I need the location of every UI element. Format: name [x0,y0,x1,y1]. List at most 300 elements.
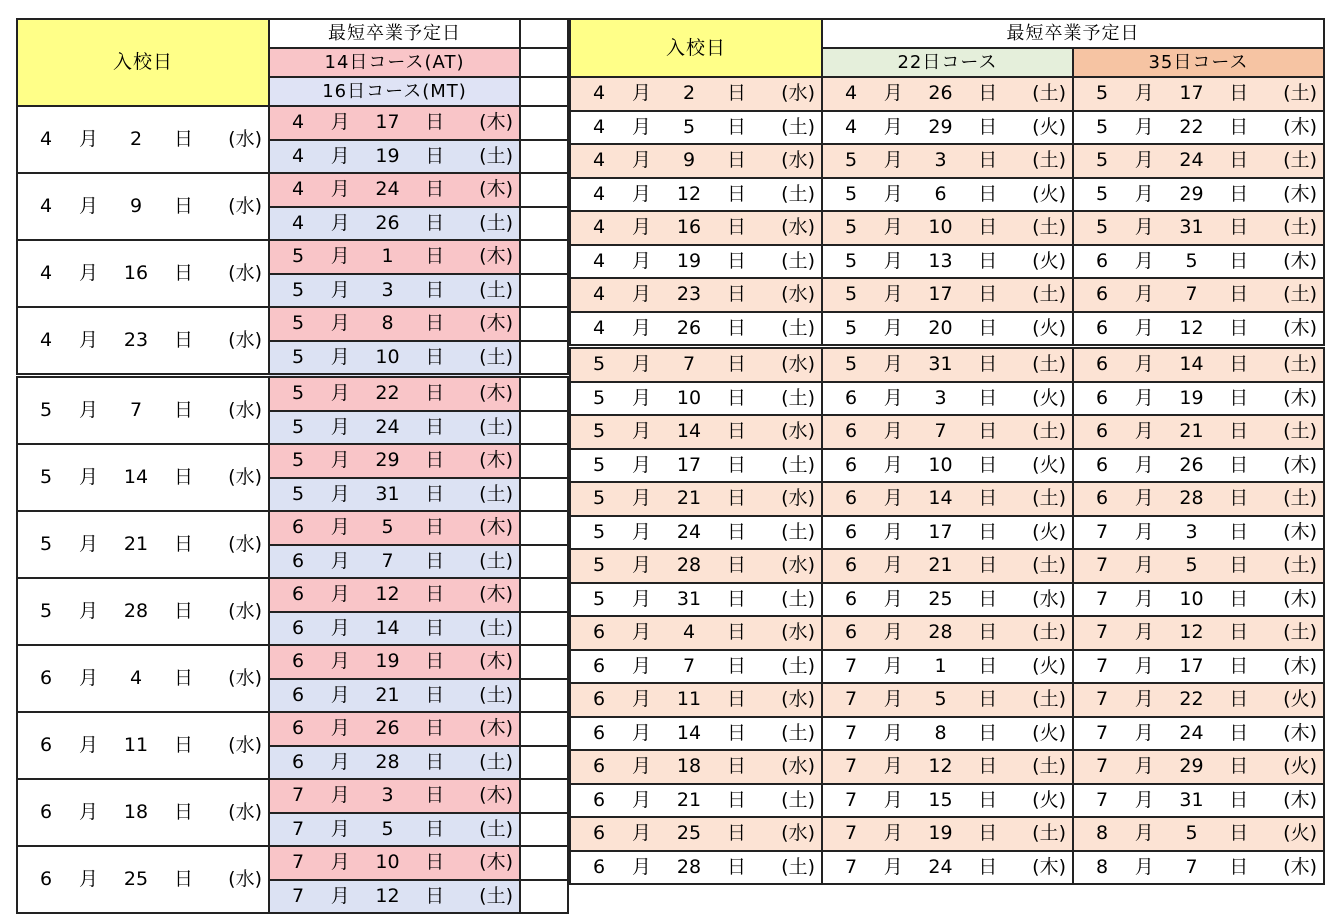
c22-month: 7 [844,688,858,711]
c35-day: 21 [1179,420,1204,443]
day-unit: 日 [1229,182,1249,205]
c35-day: 14 [1179,353,1204,376]
month-unit: 月 [883,149,903,172]
c22-day: 5 [934,688,947,711]
day-unit: 日 [726,182,746,205]
entry-date-cell [17,240,269,307]
c35-date [1074,383,1323,415]
table-row [17,779,520,813]
c35-month: 6 [1095,487,1109,510]
c35-date [1074,279,1323,311]
month-unit: 月 [631,216,651,239]
entry-date-cell [570,77,822,111]
table-row [570,817,1324,851]
entry-date-cell [17,444,269,511]
entry-weekday: (水) [228,128,262,150]
month-unit: 月 [631,149,651,172]
spacer-row [520,307,568,341]
course22-date-cell [822,717,1073,751]
c22-weekday: (火) [1032,316,1066,339]
entry-day: 18 [676,755,702,778]
month-unit: 月 [883,249,903,272]
course35-date-cell [1073,245,1324,279]
entry-month: 6 [592,855,606,878]
at-date [270,579,519,611]
mt-day: 28 [375,750,400,773]
entry-date [571,684,821,716]
entry-date-cell [570,449,822,483]
month-unit: 月 [631,420,651,443]
entry-weekday: (土) [781,249,815,272]
c22-date [823,416,1072,448]
day-unit: 日 [1229,353,1249,376]
entry-date-cell [570,178,822,212]
c22-weekday: (火) [1032,249,1066,272]
entry-month: 6 [39,868,53,890]
mt-weekday: (土) [479,144,513,167]
month-unit: 月 [330,482,350,505]
entry-month: 4 [39,128,53,150]
month-unit: 月 [883,822,903,845]
c22-month: 4 [844,115,858,138]
mt-day: 14 [375,616,400,639]
table-row [570,449,1324,483]
c22-date [823,383,1072,415]
c22-day: 31 [928,353,953,376]
c35-day: 31 [1179,216,1204,239]
entry-month: 6 [592,654,606,677]
c35-month: 7 [1095,587,1109,610]
c35-month: 5 [1095,82,1109,105]
entry-weekday: (土) [781,855,815,878]
course22-date-cell [822,382,1073,416]
mt-date-cell [269,746,520,780]
month-unit: 月 [883,420,903,443]
c22-day: 12 [928,755,953,778]
c35-month: 6 [1095,420,1109,443]
course22-date-cell [822,851,1073,885]
mt-month: 7 [291,817,305,840]
course22-date-cell [822,650,1073,684]
entry-date [571,517,821,549]
entry-date-cell [570,347,822,382]
c22-date [823,684,1072,716]
c22-month: 6 [844,386,858,409]
entry-day: 21 [123,533,149,555]
entry-weekday: (土) [781,182,815,205]
entry-day: 18 [123,801,149,823]
course35-date-cell [1073,111,1324,145]
course22-date-cell [822,449,1073,483]
month-unit: 月 [883,82,903,105]
c35-weekday: (火) [1283,688,1317,711]
table-row [570,549,1324,583]
mt-weekday: (土) [479,415,513,438]
c35-weekday: (木) [1283,654,1317,677]
month-unit: 月 [631,283,651,306]
c35-weekday: (土) [1283,149,1317,172]
day-unit: 日 [978,822,998,845]
day-unit: 日 [173,734,193,756]
c35-weekday: (木) [1283,721,1317,744]
c22-month: 5 [844,249,858,272]
table-row [570,717,1324,751]
course22-date-cell [822,245,1073,279]
month-unit: 月 [1134,386,1154,409]
month-unit: 月 [1134,554,1154,577]
c35-day: 31 [1179,788,1204,811]
day-unit: 日 [425,278,445,301]
month-unit: 月 [631,688,651,711]
day-unit: 日 [425,449,445,472]
table-row [17,240,520,274]
at-date-cell [269,846,520,880]
course35-date-cell [1073,211,1324,245]
at-date [270,512,519,544]
entry-date [571,751,821,783]
c22-day: 21 [928,554,953,577]
month-unit: 月 [1134,755,1154,778]
month-unit: 月 [78,466,98,488]
entry-day: 14 [123,466,149,488]
entry-date-cell [570,482,822,516]
course-35-header: 35日コース [1073,48,1324,77]
c22-date [823,145,1072,177]
c22-day: 13 [928,249,953,272]
c22-weekday: (土) [1032,822,1066,845]
entry-date-cell [17,846,269,913]
c35-date [1074,246,1323,278]
day-unit: 日 [173,128,193,150]
c22-day: 29 [928,115,953,138]
course35-date-cell [1073,650,1324,684]
entry-weekday: (土) [781,788,815,811]
day-unit: 日 [173,329,193,351]
month-unit: 月 [78,195,98,217]
month-unit: 月 [631,755,651,778]
c35-day: 29 [1179,182,1204,205]
right-entry-header: 入校日 [570,19,822,77]
day-unit: 日 [425,650,445,673]
c22-month: 4 [844,82,858,105]
entry-date [571,483,821,515]
at-weekday: (木) [479,449,513,472]
day-unit: 日 [1229,587,1249,610]
month-unit: 月 [330,178,350,201]
at-month: 6 [291,516,305,539]
entry-date [18,378,268,443]
entry-date-cell [570,211,822,245]
entry-weekday: (土) [781,587,815,610]
c35-weekday: (木) [1283,453,1317,476]
entry-weekday: (水) [228,195,262,217]
entry-day: 28 [676,855,702,878]
day-unit: 日 [425,111,445,134]
month-unit: 月 [631,721,651,744]
month-unit: 月 [78,734,98,756]
at-month: 6 [291,583,305,606]
day-unit: 日 [1229,487,1249,510]
entry-month: 4 [592,216,606,239]
day-unit: 日 [1229,688,1249,711]
entry-month: 5 [592,520,606,543]
c35-date [1074,852,1323,884]
course35-date-cell [1073,717,1324,751]
day-unit: 日 [978,554,998,577]
entry-date [571,246,821,278]
c35-date [1074,818,1323,850]
spacer-cell [520,207,568,241]
spacer-column [519,18,569,914]
entry-day: 4 [682,621,696,644]
at-weekday: (木) [479,784,513,807]
spacer-row [520,274,568,308]
entry-weekday: (水) [228,262,262,284]
entry-month: 4 [592,182,606,205]
at-date [270,308,519,340]
c35-day: 17 [1179,82,1204,105]
c35-date [1074,651,1323,683]
c22-date [823,651,1072,683]
c22-weekday: (火) [1032,453,1066,476]
entry-month: 5 [39,399,53,421]
mt-weekday: (土) [479,750,513,773]
c22-month: 6 [844,520,858,543]
mt-date [270,747,519,779]
c22-month: 6 [844,453,858,476]
entry-date-cell [17,376,269,445]
spacer-row [520,106,568,140]
mt-day: 24 [375,415,400,438]
c22-weekday: (土) [1032,149,1066,172]
c35-weekday: (土) [1283,554,1317,577]
entry-day: 11 [676,688,702,711]
day-unit: 日 [1229,520,1249,543]
day-unit: 日 [978,621,998,644]
entry-date [571,450,821,482]
spacer-cell [520,679,568,713]
day-unit: 日 [726,453,746,476]
c35-day: 3 [1185,520,1198,543]
day-unit: 日 [425,583,445,606]
day-unit: 日 [1229,316,1249,339]
c35-weekday: (土) [1283,283,1317,306]
spacer-row [520,679,568,713]
c22-day: 3 [934,149,947,172]
c35-date [1074,617,1323,649]
month-unit: 月 [883,855,903,878]
month-unit: 月 [330,382,350,405]
day-unit: 日 [978,520,998,543]
c22-date [823,78,1072,110]
entry-month: 5 [592,386,606,409]
c22-weekday: (土) [1032,283,1066,306]
entry-date [18,847,268,912]
entry-date-cell [570,683,822,717]
entry-date [571,145,821,177]
month-unit: 月 [883,283,903,306]
c22-date [823,112,1072,144]
entry-weekday: (土) [781,115,815,138]
month-unit: 月 [883,316,903,339]
entry-date [571,550,821,582]
day-unit: 日 [425,516,445,539]
day-unit: 日 [425,817,445,840]
entry-date [571,617,821,649]
month-unit: 月 [330,111,350,134]
c22-date [823,450,1072,482]
course35-date-cell [1073,750,1324,784]
entry-date-cell [17,578,269,645]
c22-date [823,751,1072,783]
at-date-cell [269,645,520,679]
course22-date-cell [822,683,1073,717]
at-date-cell [269,779,520,813]
c22-weekday: (火) [1032,182,1066,205]
c35-month: 6 [1095,353,1109,376]
day-unit: 日 [1229,283,1249,306]
entry-weekday: (水) [228,329,262,351]
at-day: 22 [375,382,400,405]
mt-month: 6 [291,750,305,773]
day-unit: 日 [726,554,746,577]
month-unit: 月 [631,520,651,543]
at-month: 5 [291,449,305,472]
c22-date [823,785,1072,817]
entry-date-cell [570,111,822,145]
day-unit: 日 [425,616,445,639]
course35-date-cell [1073,516,1324,550]
month-unit: 月 [631,115,651,138]
c35-day: 22 [1179,115,1204,138]
month-unit: 月 [883,182,903,205]
month-unit: 月 [78,262,98,284]
c22-month: 6 [844,621,858,644]
course35-date-cell [1073,549,1324,583]
entry-month: 6 [39,734,53,756]
at-month: 6 [291,717,305,740]
month-unit: 月 [631,487,651,510]
c35-weekday: (土) [1283,216,1317,239]
month-unit: 月 [883,654,903,677]
entry-date-cell [17,307,269,376]
day-unit: 日 [726,688,746,711]
entry-date-cell [17,106,269,173]
c22-day: 26 [928,82,953,105]
mt-day: 26 [375,211,400,234]
c22-month: 5 [844,316,858,339]
day-unit: 日 [1229,788,1249,811]
at-date [270,107,519,139]
at-month: 4 [291,111,305,134]
spacer-cell [520,511,568,545]
month-unit: 月 [631,855,651,878]
spacer-cell [520,411,568,445]
mt-month: 5 [291,482,305,505]
spacer-cell [520,140,568,174]
c22-date [823,483,1072,515]
at-date-cell [269,444,520,478]
entry-date-cell [570,616,822,650]
c22-day: 1 [934,654,947,677]
c22-weekday: (水) [1032,587,1066,610]
month-unit: 月 [330,884,350,907]
day-unit: 日 [978,283,998,306]
day-unit: 日 [425,312,445,335]
table-row [570,382,1324,416]
spacer-cell [520,240,568,274]
entry-date-cell [570,245,822,279]
day-unit: 日 [726,353,746,376]
day-unit: 日 [173,466,193,488]
mt-month: 6 [291,549,305,572]
c22-day: 15 [928,788,953,811]
course22-date-cell [822,178,1073,212]
at-day: 17 [375,111,400,134]
day-unit: 日 [978,688,998,711]
course35-date-cell [1073,683,1324,717]
course35-date-cell [1073,382,1324,416]
c22-day: 6 [934,182,947,205]
c22-date [823,550,1072,582]
day-unit: 日 [978,82,998,105]
mt-month: 5 [291,345,305,368]
c35-date [1074,450,1323,482]
c35-day: 24 [1179,149,1204,172]
course22-date-cell [822,817,1073,851]
table-row [17,712,520,746]
mt-date [270,412,519,444]
month-unit: 月 [883,453,903,476]
entry-weekday: (水) [228,600,262,622]
day-unit: 日 [1229,386,1249,409]
day-unit: 日 [726,283,746,306]
entry-day: 25 [123,868,149,890]
mt-day: 31 [375,482,400,505]
spacer-row [520,140,568,174]
c35-day: 12 [1179,621,1204,644]
c22-month: 6 [844,587,858,610]
spacer-row [520,746,568,780]
table-row [17,376,520,411]
mt-date-cell [269,679,520,713]
month-unit: 月 [631,788,651,811]
mt-day: 7 [381,549,394,572]
course22-date-cell [822,312,1073,347]
c35-weekday: (木) [1283,249,1317,272]
course22-date-cell [822,211,1073,245]
entry-date [571,112,821,144]
c35-date [1074,416,1323,448]
c35-day: 29 [1179,755,1204,778]
entry-date [18,174,268,239]
c22-month: 6 [844,554,858,577]
at-date [270,780,519,812]
c35-month: 6 [1095,249,1109,272]
month-unit: 月 [1134,115,1154,138]
day-unit: 日 [726,149,746,172]
mt-date-cell [269,478,520,512]
month-unit: 月 [883,621,903,644]
entry-month: 6 [592,621,606,644]
at-date-cell [269,173,520,207]
month-unit: 月 [330,245,350,268]
entry-day: 9 [682,149,696,172]
c35-month: 7 [1095,721,1109,744]
month-unit: 月 [330,851,350,874]
month-unit: 月 [1134,149,1154,172]
c35-month: 7 [1095,621,1109,644]
